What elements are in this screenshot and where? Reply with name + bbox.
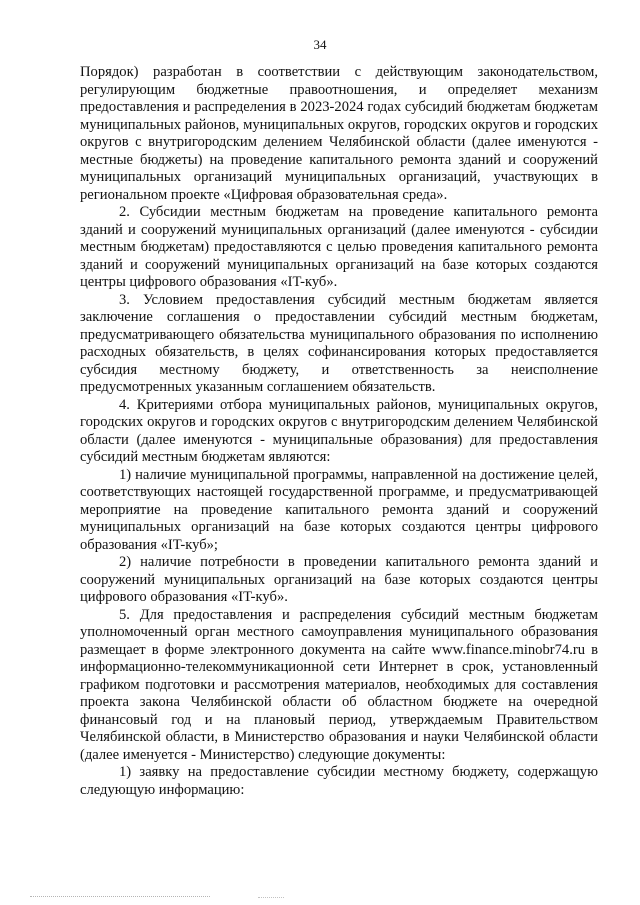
paragraph-5-documents: 5. Для предоставления и распределения субсидий местным бюджетам уполномоченный орган местного самоуправления муниципального образования размещает в форме электронного документа на сайте www.finance.minobr74.ru в информационно-телекоммуникационной сети Интернет в срок, установленный графиком подготовки и рассмотрения материалов, необходимых для составления проекта закона Челябинской области об областном бюджете на очередной финансовый год и на плановый период, утверждаемым Правительством Челябинской области, в Министерство образования и науки Челябинской области (далее именуется - Министерство) следующие документы: bbox=[80, 606, 598, 763]
paragraph-2-subsidy-purpose: 2. Субсидии местным бюджетам на проведение капитального ремонта зданий и сооружений муниципальных организаций (далее именуются - субсидии местным бюджетам) предоставляются с целью проведения капитального ремонта зданий и сооружений муниципальных организаций на базе которых создаются центры цифрового образования «IT-куб». bbox=[80, 204, 598, 290]
footer-mark bbox=[258, 897, 284, 898]
document-item-1-application: 1) заявку на предоставление субсидии местному бюджету, содержащую следующую информацию: bbox=[80, 764, 598, 798]
criterion-2-repair-need: 2) наличие потребности в проведении капитального ремонта зданий и сооружений муниципальных организаций на базе которых создаются центры цифрового образования «IT-куб». bbox=[80, 554, 598, 605]
footer-divider bbox=[30, 896, 210, 897]
document-body bbox=[80, 64, 598, 799]
paragraph-3-subsidy-condition: 3. Условием предоставления субсидий местным бюджетам является заключение соглашения о предоставлении субсидий местным бюджетам, предусматривающего обязательства муниципального образования по исполнению расходных обязательств, в целях софинансирования которых предоставляется субсидия местному бюджету, и ответственность за неисполнение предусмотренных указанным соглашением обязательств. bbox=[80, 291, 598, 395]
paragraph-intro-continuation: Порядок) разработан в соответствии с действующим законодательством, регулирующим бюджетные правоотношения, и определяет механизм предоставления и распределения в 2023-2024 годах субсидий бюджетам бюджетам муниципальных районов, муниципальных округов, городских округов и городских округов с внутригородским делением Челябинской области (далее именуются - местные бюджеты) на проведение капитального ремонта зданий и сооружений муниципальных организаций муниципальных организаций, участвующих в региональном проекте «Цифровая образовательная среда». bbox=[80, 64, 598, 203]
page-number: 34 bbox=[313, 37, 327, 52]
paragraph-4-selection-criteria: 4. Критериями отбора муниципальных районов, муниципальных округов, городских округов и городских округов с внутригородским делением Челябинской области (далее именуются - муниципальные образования) для предоставления субсидий местным бюджетам являются: bbox=[80, 396, 598, 465]
criterion-1-municipal-program: 1) наличие муниципальной программы, направленной на достижение целей, соответствующих настоящей государственной программе, и предусматривающей мероприятие на проведение капитального ремонта зданий и сооружений муниципальных организаций на базе которых создаются центры цифрового образования «IT-куб»; bbox=[80, 466, 598, 553]
